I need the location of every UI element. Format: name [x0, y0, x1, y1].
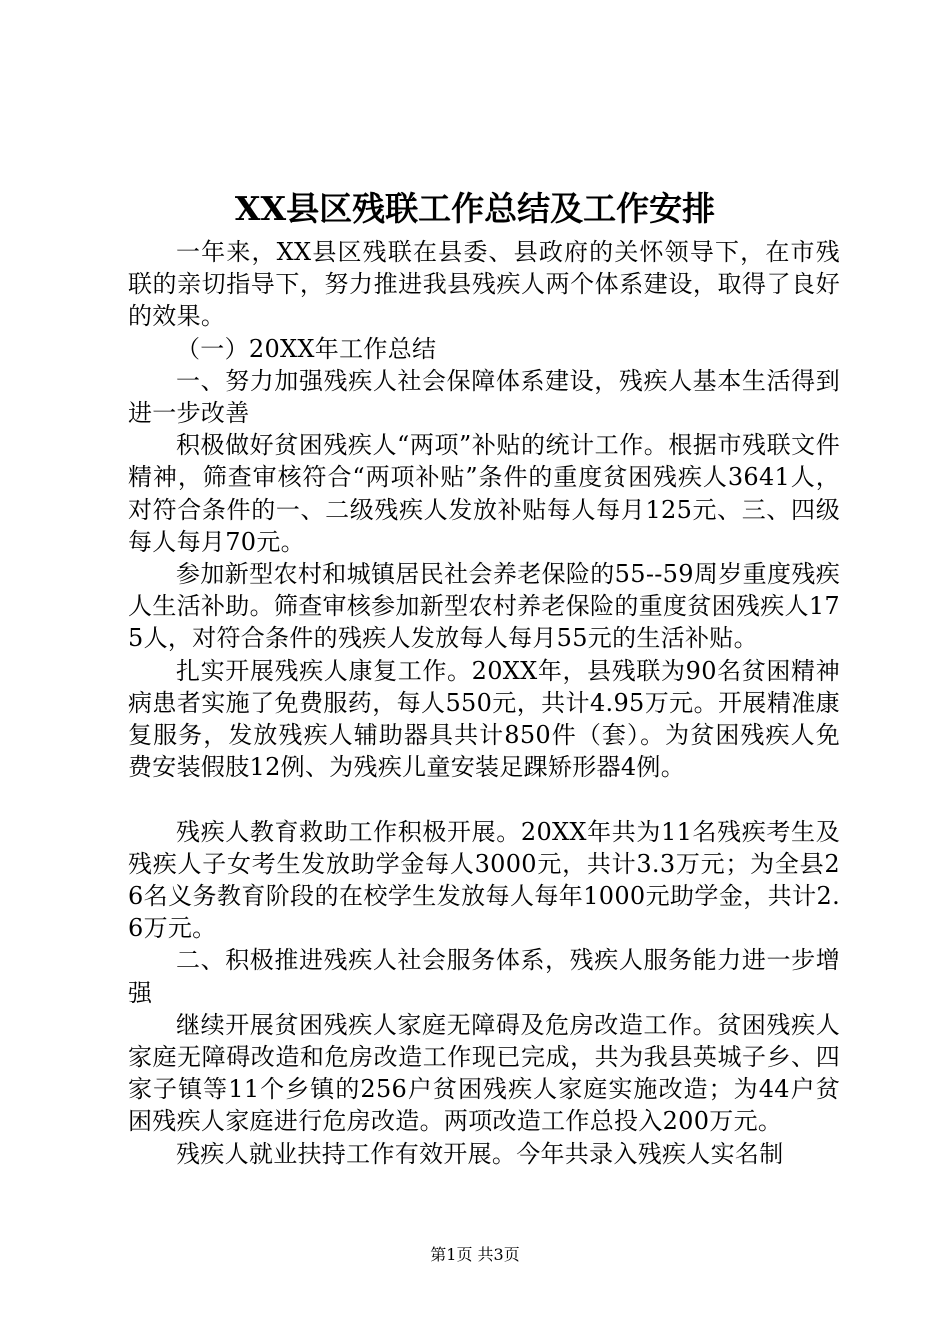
subsection-heading-2: 二、积极推进残疾人社会服务体系，残疾人服务能力进一步增强	[128, 946, 840, 1007]
paragraph-pension: 参加新型农村和城镇居民社会养老保险的55--59周岁重度残疾人生活补助。筛查审核参加新型农村养老保险的重度贫困残疾人175人，对符合条件的残疾人发放每人每月55元的生活补贴。	[128, 560, 840, 653]
subsection-heading-1: 一、努力加强残疾人社会保障体系建设，残疾人基本生活得到进一步改善	[128, 366, 840, 428]
paragraph-education: 残疾人教育救助工作积极开展。20XX年共为11名残疾考生及残疾人子女考生发放助学金每人3000元，共计3.3万元；为全县26名义务教育阶段的在校学生发放每人每年1000元助学金，共计2.6万元。	[128, 817, 840, 943]
page-footer: 第1页 共3页	[430, 1245, 520, 1264]
paragraph-housing: 继续开展贫困残疾人家庭无障碍及危房改造工作。贫困残疾人家庭无障碍改造和危房改造工作现已完成，共为我县英城子乡、四家子镇等11个乡镇的256户贫困残疾人家庭实施改造；为44户贫困残疾人家庭进行危房改造。两项改造工作总投入200万元。	[128, 1010, 840, 1136]
paragraph-employment: 残疾人就业扶持工作有效开展。今年共录入残疾人实名制	[176, 1139, 784, 1168]
document-body	[128, 236, 840, 1170]
paragraph-intro: 一年来，XX县区残联在县委、县政府的关怀领导下，在市残联的亲切指导下，努力推进我县残疾人两个体系建设，取得了良好的效果。	[128, 238, 840, 331]
document-title: XX县区残联工作总结及工作安排	[234, 189, 716, 228]
paragraph-rehabilitation: 扎实开展残疾人康复工作。20XX年，县残联为90名贫困精神病患者实施了免费服药，每人550元，共计4.95万元。开展精准康复服务，发放残疾人辅助器具共计850件（套）。为贫困残疾人免费安装假肢12例、为残疾儿童安装足踝矫形器4例。	[128, 656, 840, 782]
blank-line	[128, 783, 840, 815]
paragraph-subsidy: 积极做好贫困残疾人“两项”补贴的统计工作。根据市残联文件精神，筛查审核符合“两项补贴”条件的重度贫困残疾人3641人，对符合条件的一、二级残疾人发放补贴每人每月125元、三、四级每人每月70元。	[128, 431, 840, 556]
section-heading: （一）20XX年工作总结	[176, 334, 437, 363]
